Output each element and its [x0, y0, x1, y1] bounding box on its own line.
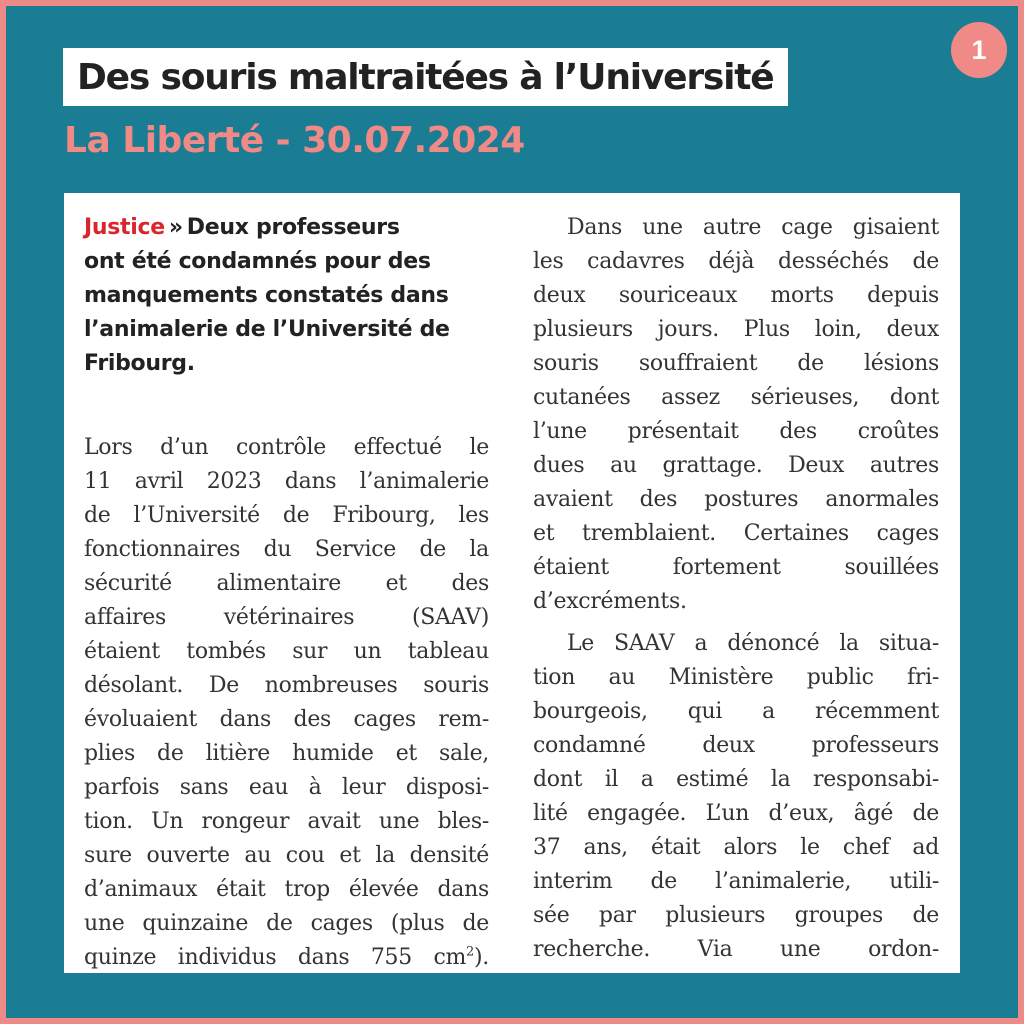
body-line: 11 avril 2023 dans l’animalerie	[84, 469, 489, 494]
body-line: et tremblaient. Certaines cages	[533, 521, 939, 546]
body-line: souris souffraient de lésions	[533, 351, 939, 376]
body-line: condamné deux professeurs	[533, 733, 939, 758]
lede-first-line	[84, 211, 489, 245]
article-right-column	[533, 193, 939, 967]
body-line-text: quinze individus dans 755 cm	[84, 945, 467, 970]
body-line: fonctionnaires du Service de la	[84, 537, 489, 562]
body-line: affaires vétérinaires (SAAV)	[84, 605, 489, 630]
superscript: 2	[466, 944, 475, 960]
body-line: d’animaux était trop élevée dans	[84, 877, 489, 902]
article-lede	[84, 211, 489, 381]
article-left-column	[84, 193, 489, 975]
body-line: Dans une autre cage gisaient	[567, 215, 939, 240]
body-line: plusieurs jours. Plus loin, deux	[533, 317, 939, 342]
lede-line: l’animalerie de l’Université de	[84, 317, 450, 342]
body-line: d’excréments.	[533, 589, 687, 614]
headline-box	[63, 48, 788, 106]
body-line-final	[84, 941, 489, 975]
rubric-label: Justice	[84, 215, 165, 240]
left-body-text	[84, 431, 489, 975]
headline: Des souris maltraitées à l’Université	[77, 56, 774, 98]
body-line: lité engagée. L’un d’eux, âgé de	[533, 801, 939, 826]
body-line: les cadavres déjà desséchés de	[533, 249, 939, 274]
body-line: bourgeois, qui a récemment	[533, 699, 939, 724]
body-line: Lors d’un contrôle effectué le	[84, 435, 489, 460]
body-line: l’une présentait des croûtes	[533, 419, 939, 444]
right-paragraph-2	[533, 627, 939, 967]
lede-line: manquements constatés dans	[84, 283, 449, 308]
body-line: Le SAAV a dénoncé la situa-	[567, 631, 939, 656]
body-line: recherche. Via une ordon-	[533, 937, 939, 962]
body-line: sécurité alimentaire et des	[84, 571, 489, 596]
body-line: interim de l’animalerie, utili-	[533, 869, 939, 894]
body-line: avaient des postures anormales	[533, 487, 939, 512]
right-paragraph-1	[533, 211, 939, 619]
source-line: La Liberté - 30.07.2024	[64, 120, 525, 161]
body-line: sée par plusieurs groupes de	[533, 903, 939, 928]
lede-line: Fribourg.	[84, 351, 195, 376]
body-line: évoluaient dans des cages rem-	[84, 707, 489, 732]
body-line: étaient tombés sur un tableau	[84, 639, 489, 664]
body-line: parfois sans eau à leur disposi-	[84, 775, 489, 800]
body-line: cutanées assez sérieuses, dont	[533, 385, 939, 410]
rubric-separator: »	[168, 215, 183, 240]
lede-line: ont été condamnés pour des	[84, 249, 431, 274]
lede-line: Deux professeurs	[186, 215, 400, 240]
body-line: désolant. De nombreuses souris	[84, 673, 489, 698]
closing-punctuation: ).	[474, 945, 489, 970]
body-line: 37 ans, était alors le chef ad	[533, 835, 939, 860]
body-line: tion au Ministère public fri-	[533, 665, 939, 690]
body-line: dues au grattage. Deux autres	[533, 453, 939, 478]
body-line: tion. Un rongeur avait une bles-	[84, 809, 489, 834]
body-line: dont il a estimé la responsabi-	[533, 767, 939, 792]
body-line: de l’Université de Fribourg, les	[84, 503, 489, 528]
page-number-badge: 1	[951, 22, 1007, 78]
body-line: une quinzaine de cages (plus de	[84, 911, 489, 936]
body-line: sure ouverte au cou et la densité	[84, 843, 489, 868]
body-line: plies de litière humide et sale,	[84, 741, 489, 766]
article-clipping	[64, 193, 960, 973]
body-line: étaient fortement souillées	[533, 555, 939, 580]
body-line: deux souriceaux morts depuis	[533, 283, 939, 308]
